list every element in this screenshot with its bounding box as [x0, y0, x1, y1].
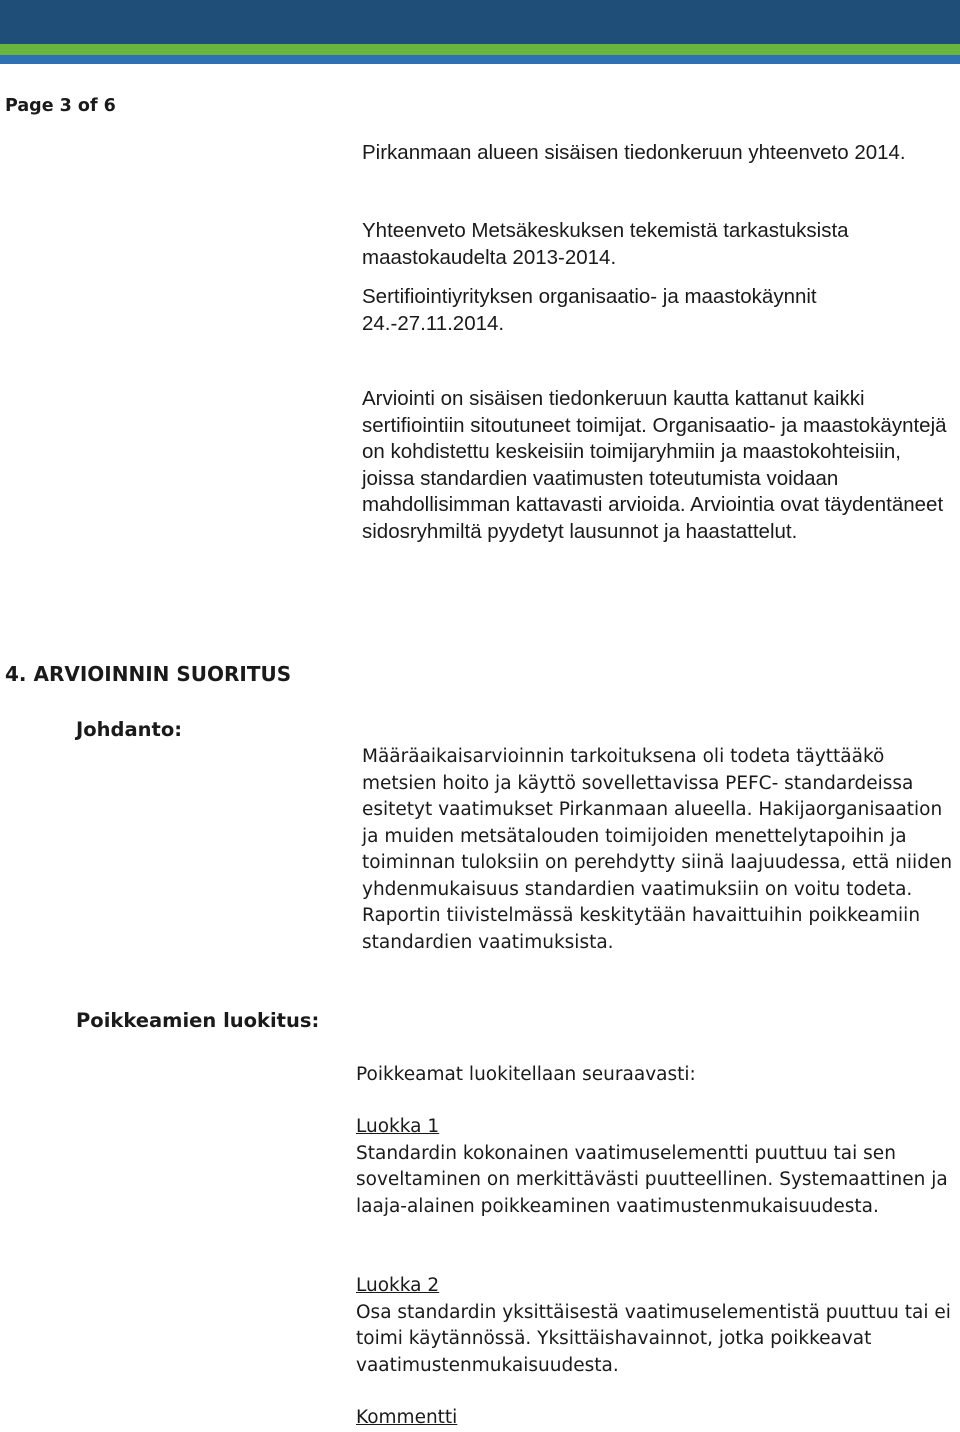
comment	[356, 1405, 956, 1432]
intro-paragraph-2: Yhteenveto Metsäkeskuksen tekemistä tarkastuksista maastokaudelta 2013-2014.	[362, 219, 849, 269]
intro-paragraph-4: Arviointi on sisäisen tiedonkeruun kautta kattanut kaikki sertifiointiin sitoutuneet toimijat. Organisaatio- ja maastokäyntejä on kohdistettu keskeisiin toimijaryhmiin ja maastokohteisiin, joissa standardien vaatimusten toteutumista voidaan mahdollisimman kattavasti arvioida. Arviointia ovat täydentäneet sidosryhmiltä pyydetyt lausunnot ja haastattelut.	[362, 387, 947, 543]
header-band-green	[0, 44, 960, 55]
johdanto-text: Määräaikaisarvioinnin tarkoituksena oli todeta täyttääkö metsien hoito ja käyttö sovellettavissa PEFC- standardeissa esitetyt vaatimukset Pirkanmaan alueella. Hakijaorganisaation ja muiden metsätalouden toimijoiden menettelytapoihin ja toiminnan tuloksiin on perehdytty siinä laajuudessa, että niiden yhdenmukaisuus standardien vaatimuksiin on voitu todeta. Raportin tiivistelmässä keskitytään havaittuihin poikkeamiin standardien vaatimuksista.	[362, 746, 953, 953]
header-band-dark	[0, 0, 960, 44]
class-2	[356, 1273, 956, 1379]
class-1-text: Standardin kokonainen vaatimuselementti puuttuu tai sen soveltaminen on merkittävästi puutteellinen. Systemaattinen ja laaja-alainen poikkeaminen vaatimustenmukaisuudesta.	[356, 1142, 948, 1217]
johdanto-label: Johdanto:	[76, 718, 183, 741]
section-heading: 4. ARVIOINNIN SUORITUS	[5, 662, 292, 686]
class-2-title: Luokka 2	[356, 1275, 440, 1296]
header-band-blue	[0, 55, 960, 64]
page-number: Page 3 of 6	[5, 96, 116, 116]
intro-paragraph-1: Pirkanmaan alueen sisäisen tiedonkeruun yhteenveto 2014.	[362, 141, 906, 164]
class-2-text: Osa standardin yksittäisestä vaatimuselementistä puuttuu tai ei toimi käytännössä. Yksittäishavainnot, jotka poikkeavat vaatimustenmukaisuudesta.	[356, 1301, 951, 1376]
comment-title: Kommentti	[356, 1407, 458, 1428]
luokitus-intro: Poikkeamat luokitellaan seuraavasti:	[356, 1064, 696, 1085]
class-1-title: Luokka 1	[356, 1116, 440, 1137]
intro-paragraph-3: Sertifiointiyrityksen organisaatio- ja maastokäynnit 24.-27.11.2014.	[362, 285, 817, 335]
luokitus-label: Poikkeamien luokitus:	[76, 1009, 320, 1032]
class-1	[356, 1114, 956, 1220]
